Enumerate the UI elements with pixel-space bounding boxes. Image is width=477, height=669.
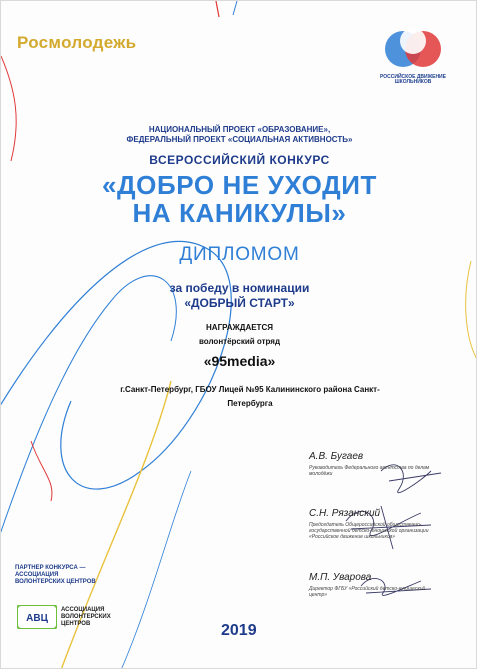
avc-logo-text bbox=[61, 607, 111, 628]
title-line: центр» bbox=[309, 592, 328, 598]
nomination-line: «ДОБРЫЙ СТАРТ» bbox=[184, 296, 295, 310]
school-line: г.Санкт-Петербург, ГБОУ Лицей №95 Калининского района Санкт- bbox=[120, 385, 380, 394]
partner-line: АССОЦИАЦИЯ bbox=[15, 572, 59, 578]
diploma-heading: ДИПЛОМОМ bbox=[179, 244, 300, 265]
rosmolodezh-logo: Росмолодежь bbox=[17, 33, 137, 52]
partner-label bbox=[15, 565, 96, 586]
title-line: НА КАНИКУЛЫ» bbox=[132, 198, 347, 228]
rdsh-logo-text: РОССИЙСКОЕ ДВИЖЕНИЕ ШКОЛЬНИКОВ bbox=[379, 74, 446, 85]
awarded-label: НАГРАЖДАЕТСЯ bbox=[206, 323, 273, 332]
signatory-name: М.П. Уварова bbox=[309, 572, 372, 583]
signatory-name: А.В. Бугаев bbox=[309, 451, 364, 462]
project-line: НАЦИОНАЛЬНЫЙ ПРОЕКТ «ОБРАЗОВАНИЕ», bbox=[148, 125, 331, 134]
partner-line: ПАРТНЕР КОНКУРСА — bbox=[15, 565, 86, 571]
avc-badge-text: АВЦ bbox=[26, 613, 48, 624]
title-line: «Российское движение школьников» bbox=[309, 534, 395, 540]
avc-line: АССОЦИАЦИЯ bbox=[61, 607, 105, 613]
school-info bbox=[95, 383, 405, 411]
project-lines bbox=[1, 125, 477, 145]
unit-name: «95media» bbox=[203, 353, 276, 369]
contest-title bbox=[1, 171, 477, 227]
title-line: Председатель Общероссийской общественно- bbox=[309, 522, 422, 528]
signatory-title bbox=[309, 465, 429, 477]
title-line: государственной детско-юношеской организации bbox=[309, 528, 429, 534]
signatory-name: С.Н. Рязанский bbox=[309, 508, 381, 519]
contest-label: ВСЕРОССИЙСКИЙ КОНКУРС bbox=[149, 153, 330, 167]
title-line: «ДОБРО НЕ УХОДИТ bbox=[101, 170, 378, 200]
nomination bbox=[1, 281, 477, 311]
title-line: Директор ФГБУ «Российский детско-юношеский bbox=[309, 586, 426, 592]
nomination-line: за победу в номинации bbox=[169, 281, 310, 295]
signatory-title bbox=[309, 586, 425, 598]
avc-line: ЦЕНТРОВ bbox=[61, 621, 91, 627]
partner-line: ВОЛОНТЕРСКИХ ЦЕНТРОВ bbox=[15, 579, 96, 585]
avc-logo-icon bbox=[17, 605, 57, 629]
project-line: ФЕДЕРАЛЬНЫЙ ПРОЕКТ «СОЦИАЛЬНАЯ АКТИВНОСТЬ» bbox=[126, 135, 353, 144]
title-line: Руководитель Федерального агентства по делам bbox=[309, 465, 430, 471]
signatory-title bbox=[309, 522, 429, 540]
avc-line: ВОЛОНТЕРСКИХ bbox=[61, 614, 111, 620]
school-line: Петербурга bbox=[227, 399, 273, 408]
title-line: молодёжи bbox=[309, 471, 333, 477]
year: 2019 bbox=[221, 622, 257, 639]
unit-type: волонтёрский отряд bbox=[198, 337, 281, 346]
